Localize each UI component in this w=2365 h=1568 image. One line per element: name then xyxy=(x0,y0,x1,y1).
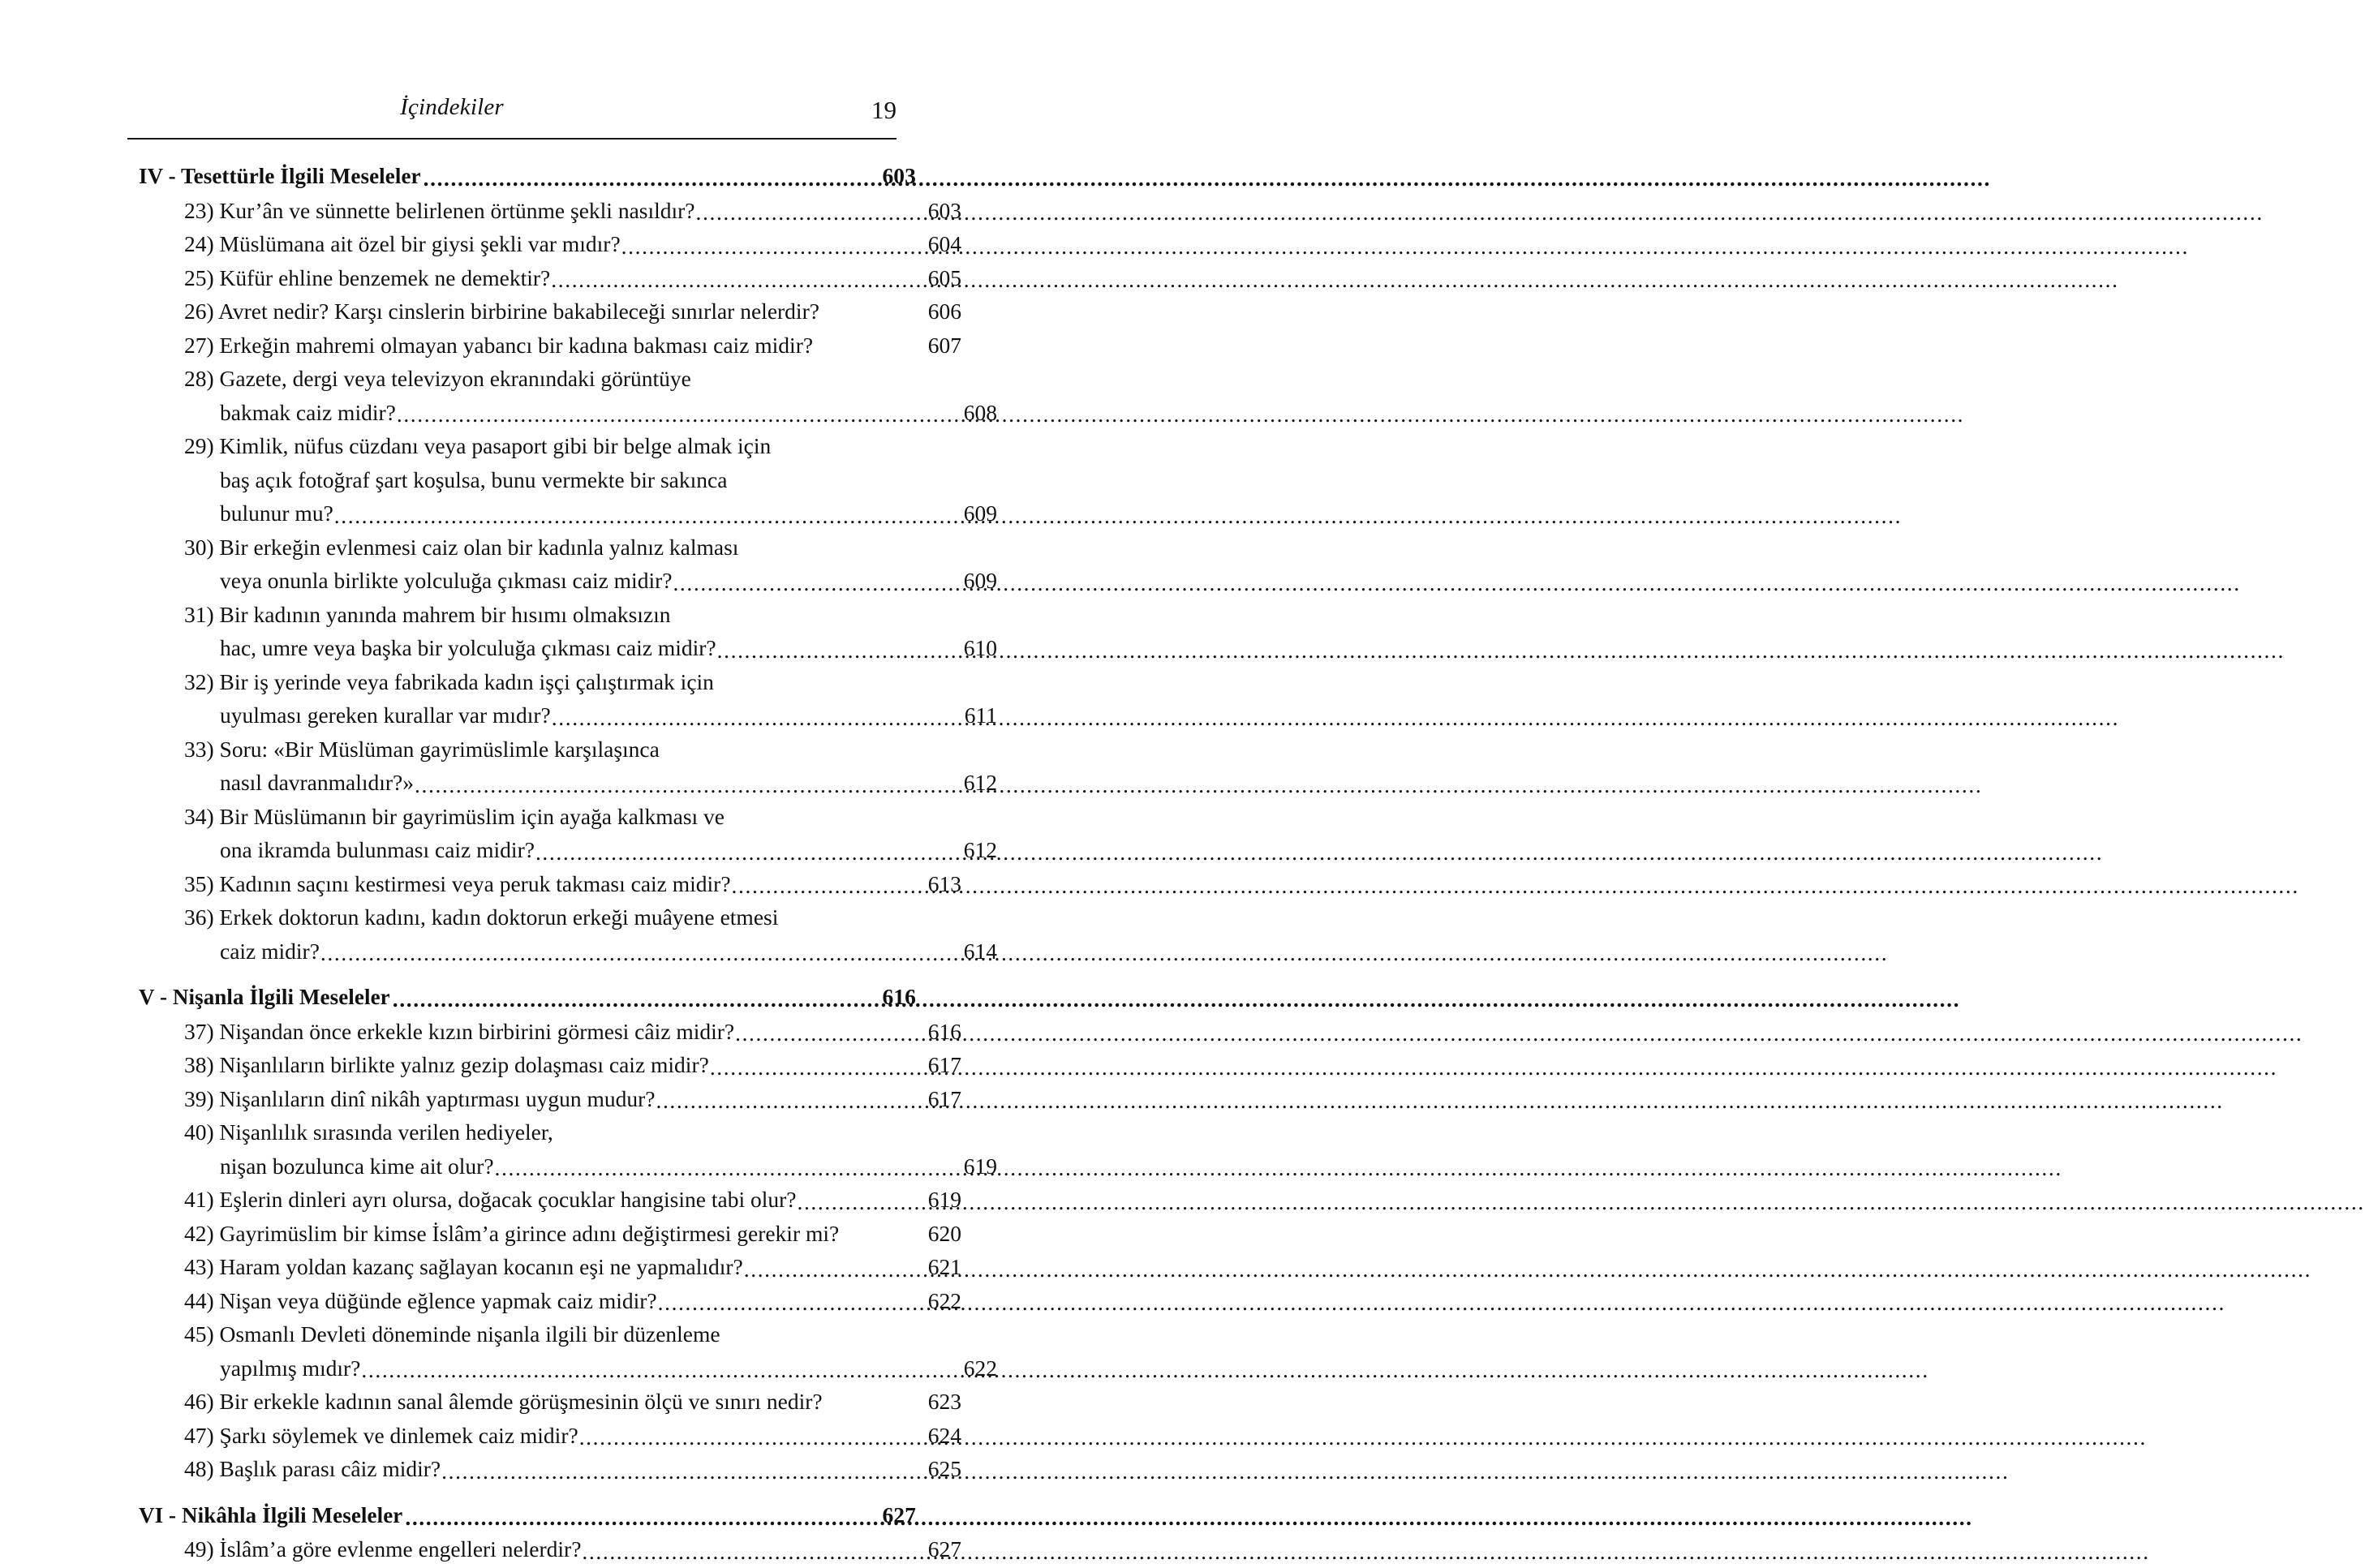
dot-leader xyxy=(725,801,912,824)
toc-entry-line[interactable] xyxy=(127,194,961,228)
toc-entry-line[interactable] xyxy=(127,867,961,901)
dot-leader xyxy=(582,1535,912,1557)
toc-entry-line[interactable] xyxy=(127,732,961,767)
toc-entry-line[interactable] xyxy=(127,900,961,934)
dot-leader xyxy=(397,397,948,420)
toc-page-number: 624 xyxy=(927,1422,961,1448)
toc-entry-label: 24) Müslümana ait özel bir giysi şekli var mıdır? xyxy=(184,231,621,256)
dot-leader xyxy=(361,1353,948,1376)
toc-entry-label: 29) Kimlik, nüfus cüzdanı veya pasaport gibi bir belge almak için xyxy=(184,433,772,458)
dot-leader xyxy=(656,1084,912,1106)
toc-entry-label: 34) Bir Müslümanın bir gayrimüslim için ayağa kalkması ve xyxy=(184,803,725,829)
toc-page-number: 619 xyxy=(963,1153,997,1179)
dot-leader xyxy=(334,499,948,522)
toc-section-heading[interactable] xyxy=(127,1498,916,1533)
toc-page-number: 603 xyxy=(882,163,916,188)
toc-page-number: 614 xyxy=(963,938,997,964)
toc-page-number: 623 xyxy=(927,1389,961,1414)
toc-entry-line[interactable] xyxy=(127,598,961,632)
toc-entry-label: 31) Bir kadının yanında mahrem bir hısımı olmaksızın xyxy=(184,601,671,627)
toc-entry-line[interactable] xyxy=(127,564,997,598)
toc-section-label: IV - Tesettürle İlgili Meseleler xyxy=(139,164,421,188)
dot-leader xyxy=(658,1286,912,1308)
toc-entry-line[interactable] xyxy=(127,1015,961,1049)
dot-leader xyxy=(535,836,948,858)
dot-leader xyxy=(739,532,912,555)
toc-entry-line[interactable] xyxy=(127,329,961,363)
dot-leader xyxy=(554,1118,912,1141)
toc-page-number: 620 xyxy=(927,1220,961,1246)
toc-entry-label: 40) Nişanlılık sırasında verilen hediyeler, xyxy=(184,1119,553,1145)
dot-leader xyxy=(672,599,912,622)
toc-entry-line[interactable] xyxy=(127,1217,961,1251)
toc-entry-label: caiz midir? xyxy=(220,938,320,964)
dot-leader xyxy=(495,1151,948,1174)
toc-entry-line[interactable] xyxy=(127,463,997,497)
dot-leader xyxy=(405,1501,866,1523)
toc-entry-label: veya onunla birlikte yolculuğa çıkması caiz midir? xyxy=(220,568,673,593)
toc-entry-line[interactable] xyxy=(127,1385,961,1419)
toc-entry-line[interactable] xyxy=(127,800,961,834)
toc-entry-label: nasıl davranmalıdır?» xyxy=(220,770,415,795)
toc-page-number: 619 xyxy=(927,1187,961,1212)
dot-leader xyxy=(393,982,866,1004)
toc-entry-label: 30) Bir erkeğin evlenmesi caiz olan bir kadınla yalnız kalması xyxy=(184,534,739,560)
toc-entry-label: 37) Nişandan önce erkekle kızın birbirini görmesi câiz midir? xyxy=(184,1018,735,1044)
toc-entry-line[interactable] xyxy=(127,1149,997,1184)
toc-section-label: V - Nişanla İlgili Meseleler xyxy=(139,985,390,1009)
toc-page-number: 622 xyxy=(963,1355,997,1381)
toc-page-number: 606 xyxy=(927,299,961,324)
toc-entry-label: 33) Soru: «Bir Müslüman gayrimüslimle karşılaşınca xyxy=(184,736,660,762)
dot-leader xyxy=(692,364,912,387)
dot-leader xyxy=(441,1454,912,1477)
toc-page-number: 612 xyxy=(963,770,997,795)
toc-section xyxy=(127,1498,961,1566)
toc-entry-label: 39) Nişanlıların dinî nikâh yaptırması uygun mudur? xyxy=(184,1085,656,1111)
dot-leader xyxy=(820,297,912,320)
dot-leader xyxy=(415,768,948,791)
dot-leader xyxy=(721,1320,912,1342)
toc-entry-label: 27) Erkeğin mahremi olmayan yabancı bir kadına bakması caiz midir? xyxy=(184,332,814,358)
dot-leader xyxy=(823,1387,912,1410)
toc-entry-line[interactable] xyxy=(127,1317,961,1351)
toc-entry-label: 46) Bir erkekle kadının sanal âlemde görüşmesinin ölçü ve sınırı nedir? xyxy=(184,1389,823,1414)
dot-leader xyxy=(673,566,948,589)
toc-entry-label: 25) Küfür ehline benzemek ne demektir? xyxy=(184,264,551,290)
toc-entry-label: nişan bozulunca kime ait olur? xyxy=(220,1153,494,1179)
toc-section xyxy=(127,980,997,1486)
toc-page-number: 604 xyxy=(927,231,961,256)
table-of-contents xyxy=(127,159,997,1566)
header-divider xyxy=(127,138,897,140)
toc-page-number: 612 xyxy=(963,837,997,862)
toc-entry-label: 23) Kur’ân ve sünnette belirlenen örtünme şekli nasıldır? xyxy=(184,197,695,223)
dot-leader xyxy=(710,1050,912,1073)
toc-section-heading[interactable] xyxy=(127,159,916,194)
toc-entry-line[interactable] xyxy=(127,1115,961,1149)
toc-entry-label: bulunur mu? xyxy=(220,500,333,526)
toc-entry-line[interactable] xyxy=(127,934,997,969)
toc-entry-label: 48) Başlık parası câiz midir? xyxy=(184,1456,441,1481)
toc-entry-line[interactable] xyxy=(127,766,997,800)
toc-entry-line[interactable] xyxy=(127,833,997,867)
toc-entry-label: 47) Şarkı söylemek ve dinlemek caiz midir? xyxy=(184,1422,578,1448)
dot-leader xyxy=(732,869,912,891)
toc-entry-line[interactable] xyxy=(127,1183,961,1217)
toc-page-number: 613 xyxy=(927,870,961,896)
toc-entry-label: 26) Avret nedir? Karşı cinslerin birbirine bakabileceği sınırlar nelerdir? xyxy=(184,299,819,324)
toc-entry-label: 28) Gazete, dergi veya televizyon ekranındaki görüntüye xyxy=(184,366,691,391)
dot-leader xyxy=(717,634,948,656)
dot-leader xyxy=(814,330,912,353)
toc-section-heading[interactable] xyxy=(127,980,916,1015)
toc-page-number: 625 xyxy=(927,1456,961,1481)
toc-entry-line[interactable] xyxy=(127,531,961,565)
dot-leader xyxy=(779,903,912,926)
toc-entry-label: 32) Bir iş yerinde veya fabrikada kadın işçi çalıştırmak için xyxy=(184,668,714,694)
toc-entry-label: 43) Haram yoldan kazanç sağlayan kocanın eşi ne yapmalıdır? xyxy=(184,1254,743,1279)
dot-leader xyxy=(840,1218,912,1241)
toc-entry-label: 49) İslâm’a göre evlenme engelleri nelerdir? xyxy=(184,1536,582,1562)
toc-page-number: 627 xyxy=(882,1501,916,1527)
page-title: İçindekiler xyxy=(400,94,504,120)
dot-leader xyxy=(715,667,912,689)
toc-entry-label: hac, umre veya başka bir yolculuğa çıkması caiz midir? xyxy=(220,635,716,660)
dot-leader xyxy=(579,1420,912,1443)
toc-page-number: 627 xyxy=(927,1536,961,1562)
toc-entry-label: 35) Kadının saçını kestirmesi veya peruk takması caiz midir? xyxy=(184,870,731,896)
dot-leader xyxy=(735,1016,912,1039)
running-header xyxy=(127,89,897,140)
toc-entry-label: ona ikramda bulunması caiz midir? xyxy=(220,837,535,862)
dot-leader xyxy=(551,263,912,286)
toc-entry-line[interactable] xyxy=(127,362,961,396)
toc-entry-line[interactable] xyxy=(127,1532,961,1566)
dot-leader xyxy=(744,1252,912,1275)
dot-leader xyxy=(696,195,912,218)
toc-page-number: 616 xyxy=(927,1018,961,1044)
toc-page-number: 603 xyxy=(927,197,961,223)
toc-entry-label: 42) Gayrimüslim bir kimse İslâm’a girince adını değiştirmesi gerekir mi? xyxy=(184,1220,840,1246)
toc-entry-label: 38) Nişanlıların birlikte yalnız gezip dolaşması caiz midir? xyxy=(184,1052,709,1077)
dot-leader xyxy=(320,936,948,959)
toc-page-number: 607 xyxy=(927,332,961,358)
toc-page-number: 611 xyxy=(964,702,997,728)
toc-entry-line[interactable] xyxy=(127,1048,961,1082)
toc-entry-line[interactable] xyxy=(127,429,961,463)
toc-page-number: 610 xyxy=(963,635,997,660)
toc-entry-line[interactable] xyxy=(127,396,997,430)
toc-entry-line[interactable] xyxy=(127,1250,961,1284)
toc-page-number: 609 xyxy=(963,568,997,593)
toc-page-number: 617 xyxy=(927,1085,961,1111)
toc-entry-line[interactable] xyxy=(127,665,961,699)
toc-entry-line[interactable] xyxy=(127,1284,961,1318)
toc-entry-label: 44) Nişan veya düğünde eğlence yapmak caiz midir? xyxy=(184,1287,657,1313)
toc-section-label: VI - Nikâhla İlgili Meseleler xyxy=(139,1502,403,1527)
toc-entry-label: bakmak caiz midir? xyxy=(220,399,396,425)
dot-leader xyxy=(772,432,912,454)
toc-entry-line[interactable] xyxy=(127,631,997,665)
toc-entry-label: baş açık fotoğraf şart koşulsa, bunu vermekte bir sakınca xyxy=(220,466,728,492)
toc-section xyxy=(127,159,997,968)
toc-entry-line[interactable] xyxy=(127,698,997,732)
toc-entry-line[interactable] xyxy=(127,1452,961,1486)
dot-leader xyxy=(621,230,912,252)
toc-entry-line[interactable] xyxy=(127,261,961,295)
dot-leader xyxy=(728,465,948,488)
toc-page-number: 622 xyxy=(927,1287,961,1313)
toc-entry-label: yapılmış mıdır? xyxy=(220,1355,361,1381)
toc-entry-line[interactable] xyxy=(127,227,961,261)
toc-page-number: 617 xyxy=(927,1052,961,1077)
page-number: 19 xyxy=(871,96,897,124)
toc-entry-label: 45) Osmanlı Devleti döneminde nişanla ilgili bir düzenleme xyxy=(184,1321,720,1347)
toc-entry-line[interactable] xyxy=(127,1082,961,1116)
toc-entry-line[interactable] xyxy=(127,1419,961,1453)
toc-page-number: 609 xyxy=(963,500,997,526)
dot-leader xyxy=(552,701,948,724)
toc-page-number: 621 xyxy=(927,1254,961,1279)
toc-page-number: 605 xyxy=(927,264,961,290)
toc-entry-line[interactable] xyxy=(127,1351,997,1385)
toc-entry-line[interactable] xyxy=(127,496,997,531)
toc-entry-label: uyulması gereken kurallar var mıdır? xyxy=(220,702,551,728)
dot-leader xyxy=(660,734,912,757)
toc-page xyxy=(0,0,1022,1562)
dot-leader xyxy=(797,1185,912,1208)
toc-entry-label: 41) Eşlerin dinleri ayrı olursa, doğacak çocuklar hangisine tabi olur? xyxy=(184,1187,797,1212)
toc-entry-line[interactable] xyxy=(127,294,961,329)
dot-leader xyxy=(424,161,866,183)
toc-page-number: 608 xyxy=(963,399,997,425)
toc-entry-label: 36) Erkek doktorun kadını, kadın doktorun erkeği muâyene etmesi xyxy=(184,904,779,930)
toc-page-number: 616 xyxy=(882,984,916,1009)
